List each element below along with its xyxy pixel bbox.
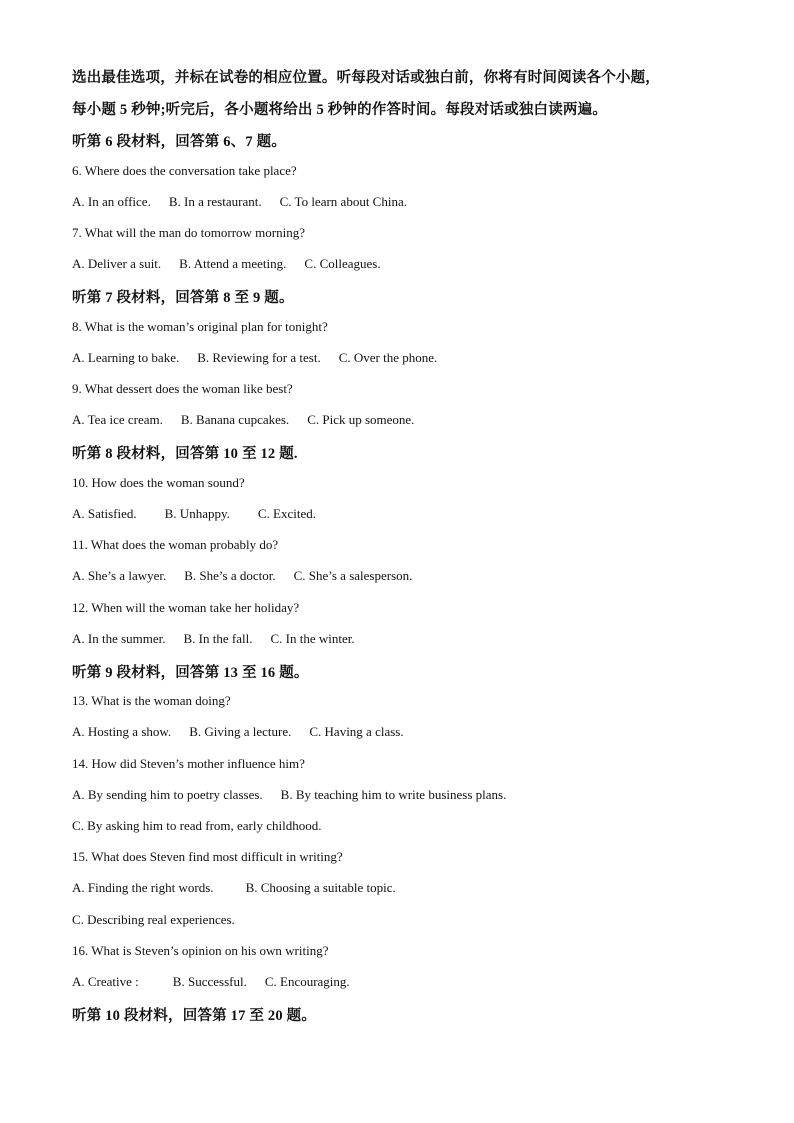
option-c[interactable]: C. In the winter.	[270, 631, 355, 646]
option-b[interactable]: B. She’s a doctor.	[184, 568, 276, 583]
question-stem: 14. How did Steven’s mother influence him?	[72, 756, 305, 771]
option-c[interactable]: C. Having a class.	[309, 724, 404, 739]
answer-options	[72, 880, 734, 896]
question-stem: 9. What dessert does the woman like best?	[72, 381, 293, 396]
answer-options	[72, 506, 734, 522]
option-c[interactable]: C. Encouraging.	[264, 974, 350, 989]
option-a[interactable]: A. In an office.	[72, 194, 151, 209]
answer-options	[72, 974, 734, 990]
option-a[interactable]: A. Creative :	[72, 974, 139, 989]
option-a[interactable]: A. Hosting a show.	[72, 724, 172, 739]
question-stem: 12. When will the woman take her holiday?	[72, 600, 300, 615]
option-b[interactable]: B. Giving a lecture.	[189, 724, 292, 739]
section-heading: 听第 8 段材料，回答第 10 至 12 题.	[72, 446, 298, 462]
option-c[interactable]: C. Pick up someone.	[307, 412, 415, 427]
section-heading: 听第 10 段材料，回答第 17 至 20 题。	[72, 1008, 317, 1024]
option-a[interactable]: A. By sending him to poetry classes.	[72, 787, 263, 802]
option-a[interactable]: A. She’s a lawyer.	[72, 568, 167, 583]
option-b[interactable]: B. Choosing a suitable topic.	[245, 880, 396, 895]
instructions-line-2: 每小题 5 秒钟;听完后，各小题将给出 5 秒钟的作答时间。每段对话或独白读两遍。	[72, 102, 608, 118]
option-b[interactable]: B. Reviewing for a test.	[197, 350, 321, 365]
option-b[interactable]: B. In the fall.	[183, 631, 253, 646]
option-a[interactable]: A. Finding the right words.	[72, 880, 214, 895]
option-b[interactable]: B. In a restaurant.	[168, 194, 262, 209]
option-a[interactable]: A. In the summer.	[72, 631, 166, 646]
question-stem: 7. What will the man do tomorrow morning?	[72, 225, 305, 240]
option-a[interactable]: A. Deliver a suit.	[72, 256, 162, 271]
option-a[interactable]: A. Tea ice cream.	[72, 412, 163, 427]
option-b[interactable]: B. Attend a meeting.	[179, 256, 287, 271]
option-c[interactable]: C. Excited.	[257, 506, 317, 521]
question-stem: 11. What does the woman probably do?	[72, 537, 279, 552]
answer-options	[72, 194, 734, 210]
question-stem: 8. What is the woman’s original plan for tonight?	[72, 319, 328, 334]
question-stem: 15. What does Steven find most difficult in writing?	[72, 849, 343, 864]
answer-options	[72, 568, 734, 584]
section-heading: 听第 9 段材料，回答第 13 至 16 题。	[72, 665, 309, 681]
question-stem: 13. What is the woman doing?	[72, 693, 231, 708]
option-c[interactable]: C. She’s a salesperson.	[293, 568, 413, 583]
question-stem: 10. How does the woman sound?	[72, 475, 245, 490]
question-stem: 16. What is Steven’s opinion on his own writing?	[72, 943, 329, 958]
option-a[interactable]: A. Learning to bake.	[72, 350, 180, 365]
section-heading: 听第 6 段材料，回答第 6、7 题。	[72, 134, 287, 150]
answer-options	[72, 724, 734, 740]
option-b[interactable]: B. Banana cupcakes.	[180, 412, 290, 427]
answer-options	[72, 350, 734, 366]
instructions-line-1: 选出最佳选项，并标在试卷的相应位置。听每段对话或独白前，你将有时间阅读各个小题，	[72, 70, 660, 86]
option-c[interactable]: C. By asking him to read from, early childhood.	[72, 818, 322, 833]
option-b[interactable]: B. By teaching him to write business plans.	[280, 787, 507, 802]
section-heading: 听第 7 段材料，回答第 8 至 9 题。	[72, 290, 294, 306]
option-a[interactable]: A. Satisfied.	[72, 506, 137, 521]
option-c[interactable]: C. Colleagues.	[304, 256, 381, 271]
option-b[interactable]: B. Successful.	[172, 974, 247, 989]
question-stem: 6. Where does the conversation take place?	[72, 163, 297, 178]
option-c[interactable]: C. Describing real experiences.	[72, 912, 235, 927]
option-c[interactable]: C. To learn about China.	[279, 194, 407, 209]
answer-options	[72, 631, 734, 647]
option-c[interactable]: C. Over the phone.	[338, 350, 438, 365]
answer-options	[72, 412, 734, 428]
answer-options	[72, 787, 734, 803]
option-b[interactable]: B. Unhappy.	[164, 506, 230, 521]
answer-options	[72, 256, 734, 272]
